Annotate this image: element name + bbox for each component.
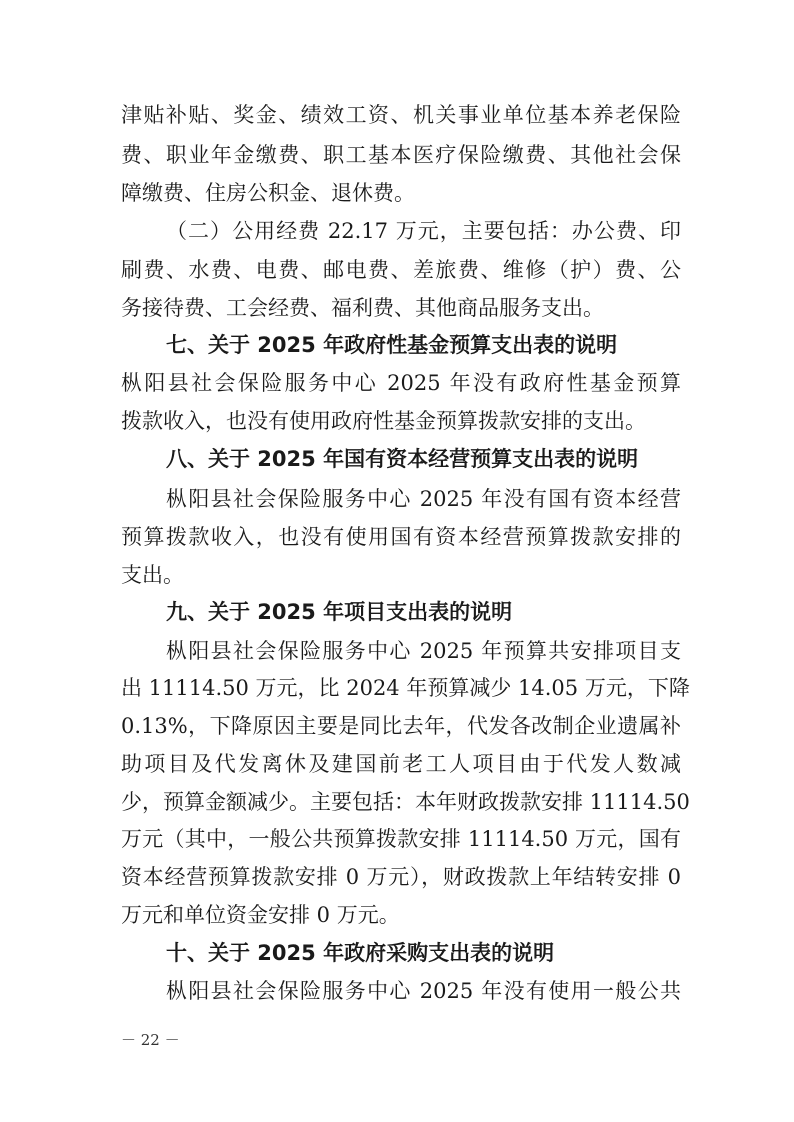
section-heading-7: 七、关于 2025 年政府性基金预算支出表的说明 — [166, 333, 618, 357]
body-text-line: 万元和单位资金安排 0 万元。 — [121, 903, 400, 927]
body-text-line: 障缴费、住房公积金、退休费。 — [121, 181, 415, 205]
body-text-line: 资本经营预算拨款安排 0 万元），财政拨款上年结转安排 0 — [121, 865, 681, 889]
body-text-line: 枞阳县社会保险服务中心 2025 年没有使用一般公共 — [166, 979, 681, 1003]
body-text-line: 出 11114.50 万元，比 2024 年预算减少 14.05 万元，下降 — [121, 676, 690, 700]
body-text-line: 万元（其中，一般公共预算拨款安排 11114.50 万元，国有 — [121, 827, 681, 851]
body-text-line: 助项目及代发离休及建国前老工人项目由于代发人数减 — [121, 752, 681, 776]
section-heading-9: 九、关于 2025 年项目支出表的说明 — [166, 600, 513, 624]
body-text-line: 务接待费、工会经费、福利费、其他商品服务支出。 — [121, 296, 604, 320]
body-text-line: 少，预算金额减少。主要包括：本年财政拨款安排 11114.50 — [121, 790, 690, 814]
body-text-line: 费、职业年金缴费、职工基本医疗保险缴费、其他社会保 — [121, 143, 681, 167]
body-text-line: 支出。 — [121, 563, 184, 587]
page-number: － 22 － — [121, 1031, 180, 1049]
body-text-line: 预算拨款收入，也没有使用国有资本经营预算拨款安排的 — [121, 525, 681, 549]
body-text-line: 枞阳县社会保险服务中心 2025 年没有国有资本经营 — [166, 487, 681, 511]
body-text-line: （二）公用经费 22.17 万元，主要包括：办公费、印 — [166, 219, 681, 243]
body-text-line: 枞阳县社会保险服务中心 2025 年预算共安排项目支 — [166, 639, 681, 663]
body-text-line: 刷费、水费、电费、邮电费、差旅费、维修（护）费、公 — [121, 258, 681, 282]
body-text-line: 0.13%，下降原因主要是同比去年，代发各改制企业遗属补 — [121, 714, 681, 738]
section-heading-8: 八、关于 2025 年国有资本经营预算支出表的说明 — [166, 447, 639, 471]
body-text-line: 津贴补贴、奖金、绩效工资、机关事业单位基本养老保险 — [121, 103, 681, 127]
section-heading-10: 十、关于 2025 年政府采购支出表的说明 — [166, 941, 555, 965]
body-text-line: 拨款收入，也没有使用政府性基金预算拨款安排的支出。 — [121, 409, 646, 433]
body-text-line: 枞阳县社会保险服务中心 2025 年没有政府性基金预算 — [121, 371, 681, 395]
